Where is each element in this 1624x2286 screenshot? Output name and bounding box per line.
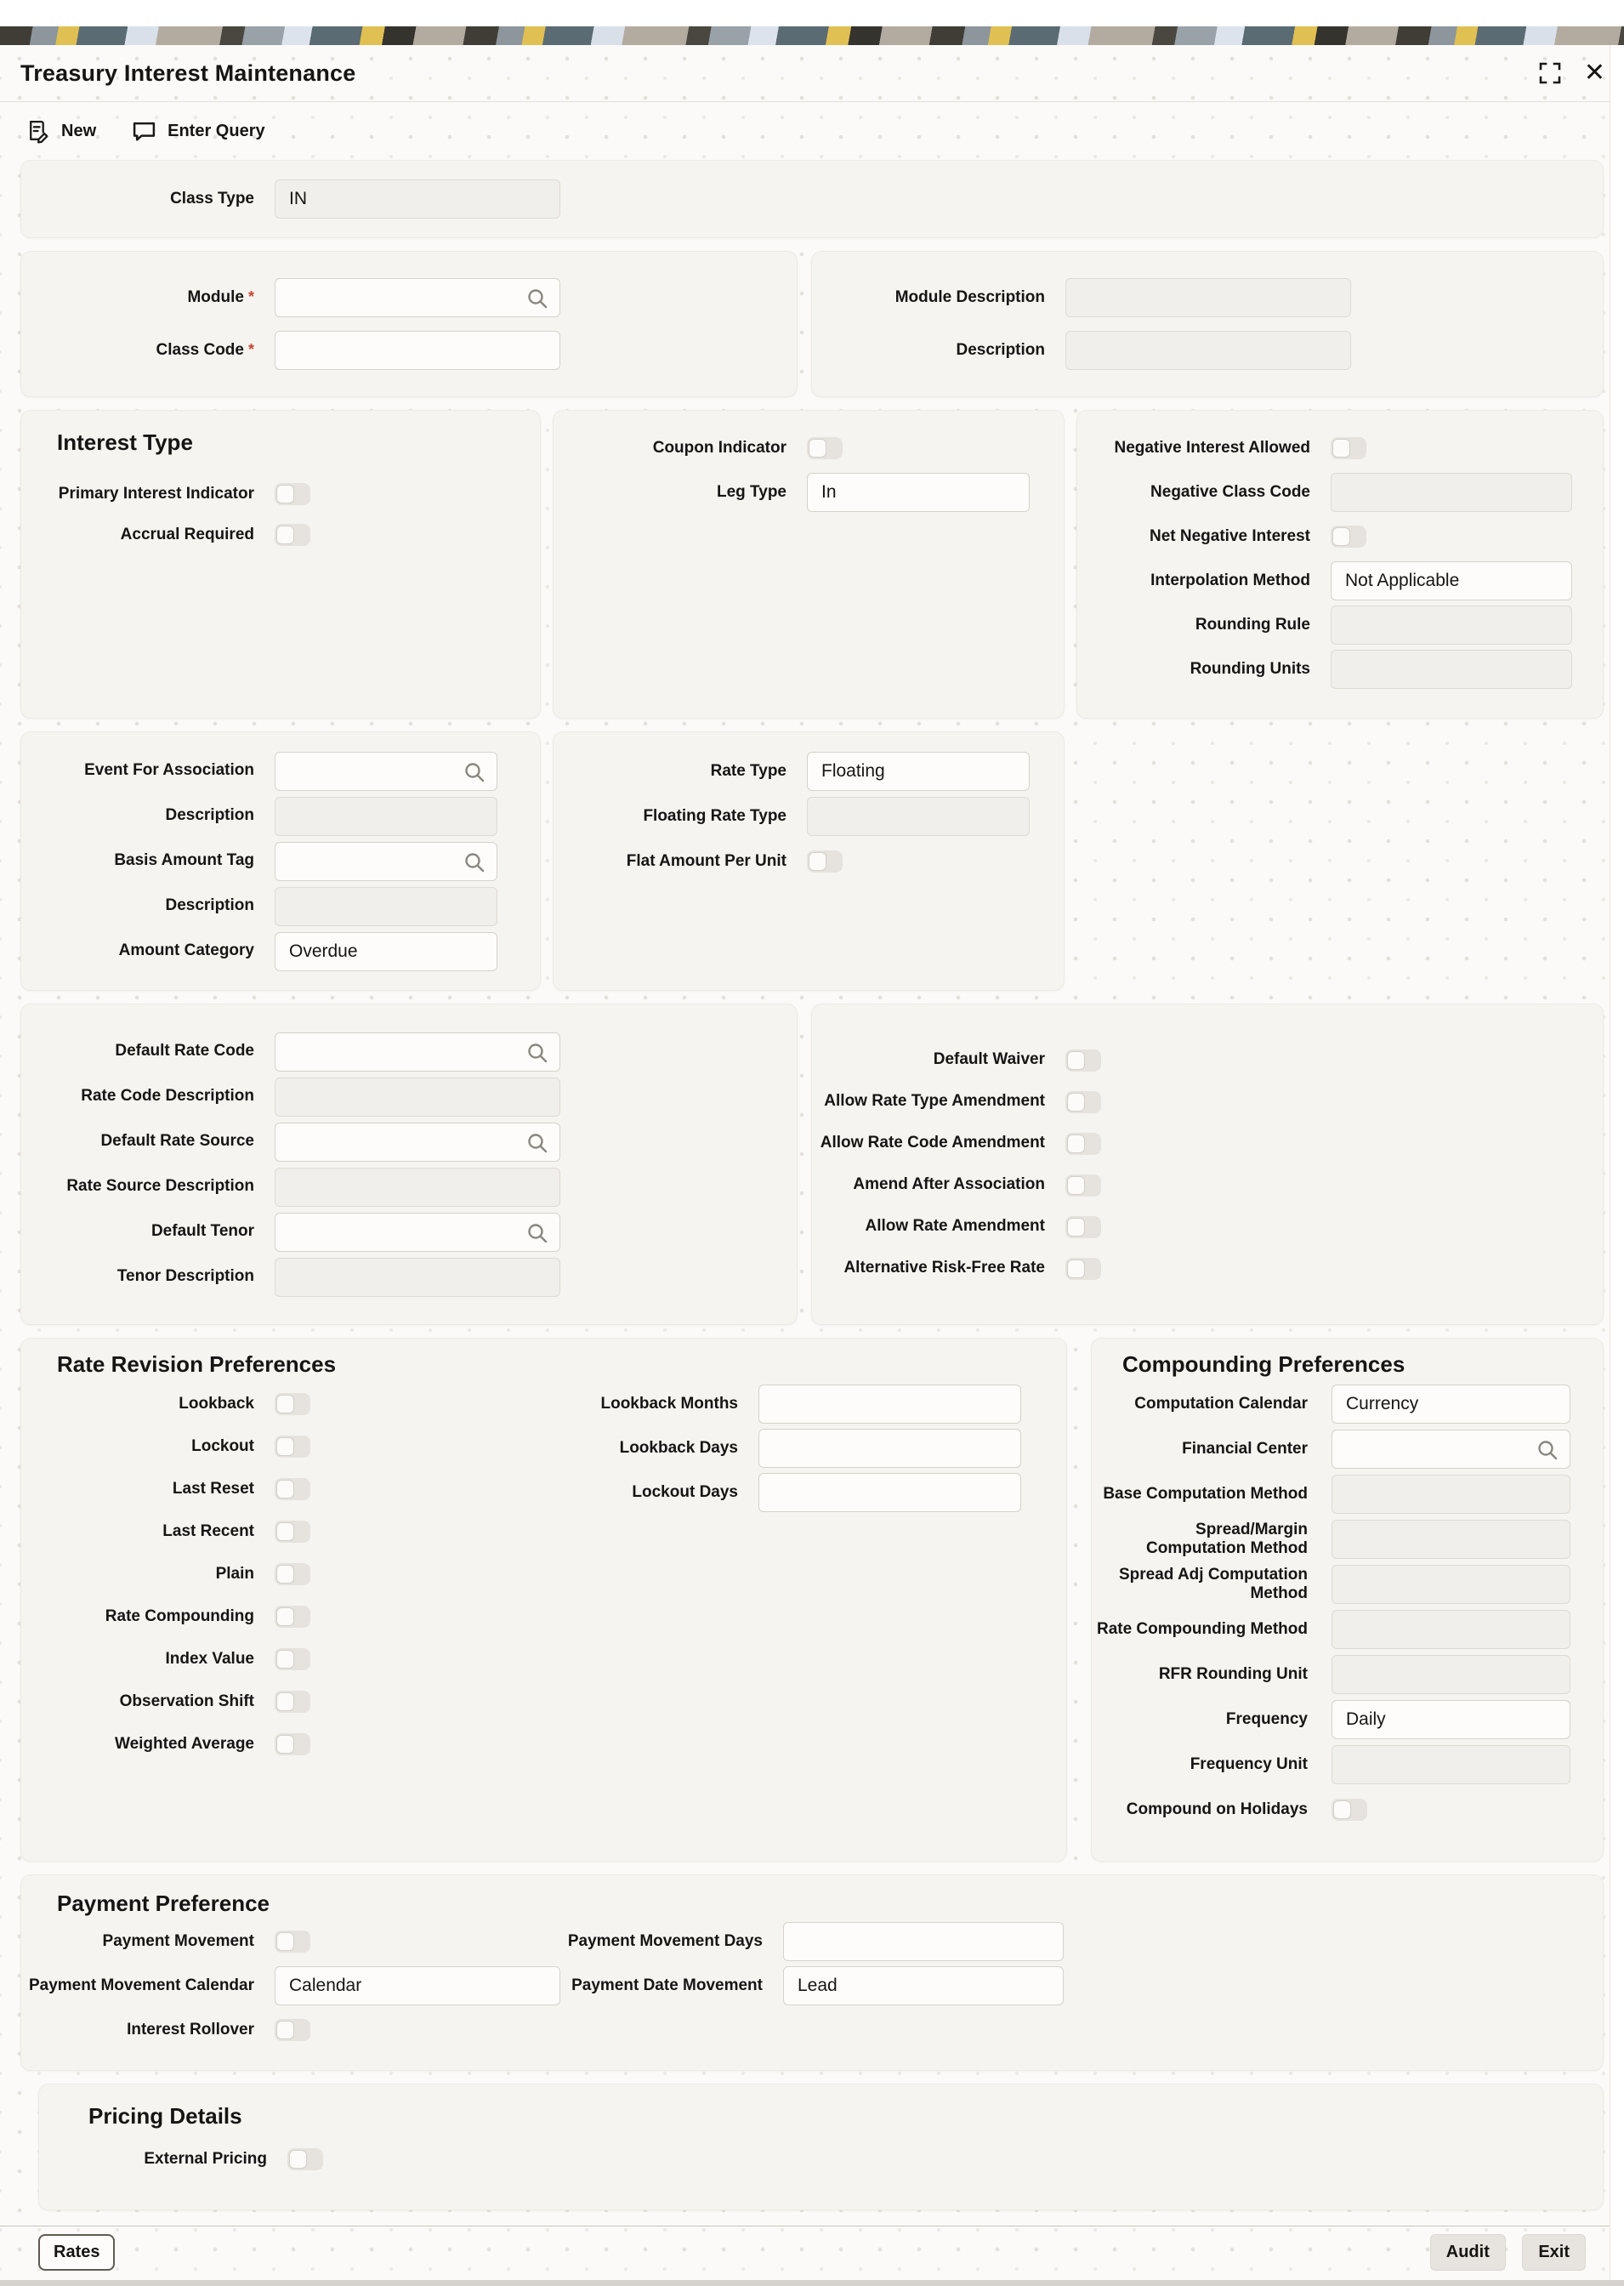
rate-revision-card [20,1338,1067,1862]
rfr-rounding-unit-input [1332,1655,1570,1694]
payment-movement-days-label: Payment Movement Days [567,1931,763,1950]
alternative-risk-free-rate-label: Alternative Risk-Free Rate [843,1259,1045,1277]
association-card [20,731,541,991]
basis-description-label: Description [165,896,254,915]
spread-adj-method-input [1332,1565,1570,1604]
payment-movement-calendar-input[interactable]: Calendar [275,1966,560,2005]
module-description-input [1065,278,1351,317]
amend-after-association-label: Amend After Association [853,1175,1045,1194]
accrual-required-label: Accrual Required [120,525,254,543]
event-description-input [275,797,497,836]
search-icon[interactable] [463,761,485,783]
base-computation-method-input [1332,1475,1570,1514]
rate-compounding-label: Rate Compounding [105,1606,254,1625]
pricing-details-title: Pricing Details [88,2103,242,2129]
decorative-banner [0,26,1624,45]
amount-category-input[interactable]: Overdue [275,932,497,971]
default-rate-code-input[interactable] [275,1032,560,1072]
payment-movement-calendar-label: Payment Movement Calendar [28,1976,254,1994]
enter-query-button[interactable]: Enter Query [132,119,264,144]
rate-compounding-toggle[interactable] [275,1606,310,1628]
rate-compounding-method-label: Rate Compounding Method [1096,1619,1308,1638]
allow-rate-amendment-label: Allow Rate Amendment [865,1217,1045,1236]
primary-interest-label: Primary Interest Indicator [58,484,254,503]
query-bubble-icon [132,119,156,144]
allow-rate-type-amendment-toggle[interactable] [1065,1091,1101,1113]
amendment-card [811,1004,1604,1325]
search-icon[interactable] [463,851,485,873]
payment-movement-toggle[interactable] [275,1931,310,1953]
default-tenor-label: Default Tenor [150,1222,254,1241]
basis-amount-tag-label: Basis Amount Tag [114,851,254,870]
search-icon[interactable] [526,287,548,310]
lookback-months-input[interactable] [758,1385,1021,1424]
index-value-toggle[interactable] [275,1648,310,1670]
rfr-rounding-unit-label: RFR Rounding Unit [1158,1664,1308,1683]
leg-type-input[interactable]: In [807,473,1030,512]
class-type-label: Class Type [170,189,254,208]
bottom-strip [0,2280,1624,2286]
allow-rate-type-amendment-label: Allow Rate Type Amendment [824,1092,1045,1111]
page-title: Treasury Interest Maintenance [20,60,356,86]
basis-amount-tag-input[interactable] [275,842,497,881]
compounding-card [1091,1338,1604,1862]
payment-date-movement-label: Payment Date Movement [571,1976,763,1994]
compound-on-holidays-label: Compound on Holidays [1126,1800,1308,1818]
search-icon[interactable] [526,1132,548,1154]
negative-class-code-input [1331,473,1572,512]
rounding-rule-input [1331,606,1572,645]
index-value-label: Index Value [165,1649,254,1668]
net-negative-interest-toggle[interactable] [1331,526,1366,548]
floating-rate-type-label: Floating Rate Type [643,806,786,825]
rounding-rule-label: Rounding Rule [1195,615,1310,634]
module-input[interactable] [275,278,560,317]
rate-type-label: Rate Type [710,761,786,780]
spread-margin-method-label: Spread/Margin Computation Method [1146,1520,1308,1557]
class-code-label: Class Code * [156,340,254,359]
module-description-label: Module Description [894,287,1045,306]
rate-type-card [553,731,1065,991]
lookback-days-input[interactable] [758,1429,1021,1468]
last-reset-label: Last Reset [172,1479,254,1498]
event-for-association-input[interactable] [275,752,497,791]
rounding-units-input [1331,650,1572,689]
negative-interest-card [1076,410,1604,719]
financial-center-input[interactable] [1332,1430,1570,1469]
amend-after-association-toggle[interactable] [1065,1174,1101,1197]
net-negative-interest-label: Net Negative Interest [1149,526,1310,545]
flat-amount-per-unit-label: Flat Amount Per Unit [626,851,786,870]
footer-bar [0,2226,1624,2278]
spread-margin-method-input [1332,1520,1570,1559]
lookback-toggle[interactable] [275,1393,310,1415]
last-recent-toggle[interactable] [275,1521,310,1543]
lockout-days-label: Lockout Days [632,1482,738,1501]
negative-class-code-label: Negative Class Code [1150,482,1310,501]
interpolation-method-input[interactable]: Not Applicable [1331,561,1572,600]
default-rate-source-input[interactable] [275,1123,560,1162]
payment-movement-label: Payment Movement [102,1931,254,1950]
action-toolbar [0,102,1624,160]
required-asterisk: * [247,287,254,305]
event-description-label: Description [165,806,254,825]
coupon-card [553,410,1065,719]
leg-type-label: Leg Type [717,482,786,501]
interpolation-method-label: Interpolation Method [1150,571,1310,589]
audit-button[interactable]: Audit [1430,2234,1506,2271]
default-tenor-input[interactable] [275,1213,560,1252]
negative-interest-allowed-toggle[interactable] [1331,437,1366,459]
weighted-average-toggle[interactable] [275,1733,310,1755]
default-rate-source-label: Default Rate Source [100,1132,254,1151]
lookback-months-label: Lookback Months [600,1394,738,1413]
tenor-description-input [275,1258,560,1297]
observation-shift-label: Observation Shift [119,1692,254,1710]
lockout-toggle[interactable] [275,1436,310,1458]
frequency-input[interactable]: Daily [1332,1700,1570,1739]
lookback-days-label: Lookback Days [619,1438,738,1457]
rate-type-input[interactable]: Floating [807,752,1030,791]
rate-code-description-input [275,1078,560,1117]
default-rate-code-label: Default Rate Code [115,1042,254,1061]
description-label: Description [956,340,1045,359]
search-icon[interactable] [1536,1439,1559,1461]
frequency-label: Frequency [1225,1709,1308,1728]
allow-rate-code-amendment-label: Allow Rate Code Amendment [820,1134,1045,1152]
default-waiver-toggle[interactable] [1065,1049,1101,1072]
default-waiver-label: Default Waiver [933,1050,1045,1069]
plain-label: Plain [215,1564,254,1583]
payment-movement-days-input[interactable] [783,1922,1064,1961]
floating-rate-type-input [807,797,1030,836]
basis-description-input [275,887,497,926]
required-asterisk: * [247,340,254,358]
window-top-margin [0,0,1624,26]
rate-compounding-method-input [1332,1610,1570,1649]
payment-preference-title: Payment Preference [57,1891,270,1916]
description-input [1065,331,1351,370]
new-button[interactable]: New [26,119,96,144]
description-card [811,251,1604,397]
class-code-input[interactable] [275,331,560,370]
interest-type-card [20,410,541,719]
amount-category-label: Amount Category [118,941,254,960]
rounding-units-label: Rounding Units [1190,659,1310,678]
scrollbar-track[interactable] [1610,45,1624,2280]
spread-adj-method-label: Spread Adj Computation Method [1118,1565,1308,1602]
last-recent-label: Last Recent [162,1521,254,1540]
title-bar [0,45,1624,102]
event-for-association-label: Event For Association [84,761,254,780]
frequency-unit-label: Frequency Unit [1190,1754,1308,1773]
payment-preference-card [20,1874,1604,2071]
close-icon[interactable]: ✕ [1583,59,1605,87]
module-label: Module * [187,287,254,306]
lockout-days-input[interactable] [758,1473,1021,1512]
flat-amount-per-unit-toggle[interactable] [807,850,843,873]
weighted-average-label: Weighted Average [114,1734,254,1753]
financial-center-label: Financial Center [1182,1439,1308,1458]
rate-source-description-input [275,1168,560,1207]
plain-toggle[interactable] [275,1563,310,1585]
tenor-description-label: Tenor Description [116,1267,254,1286]
search-icon[interactable] [526,1042,548,1064]
payment-date-movement-input[interactable]: Lead [783,1966,1064,2005]
frequency-unit-input [1332,1745,1570,1784]
compound-on-holidays-toggle[interactable] [1332,1799,1367,1821]
compounding-title: Compounding Preferences [1122,1351,1405,1377]
external-pricing-toggle[interactable] [287,2148,323,2170]
class-type-card [20,160,1604,238]
primary-interest-toggle[interactable] [275,483,310,505]
search-icon[interactable] [526,1222,548,1244]
lookback-fields-column [534,1385,1021,1764]
class-type-input[interactable]: IN [275,179,560,219]
rates-button[interactable]: Rates [38,2234,115,2271]
alternative-risk-free-rate-toggle[interactable] [1065,1258,1101,1280]
coupon-indicator-label: Coupon Indicator [652,438,786,457]
allow-rate-amendment-toggle[interactable] [1065,1216,1101,1238]
accrual-required-toggle[interactable] [275,524,310,546]
rate-source-description-label: Rate Source Description [66,1177,254,1196]
interest-rollover-label: Interest Rollover [127,2020,254,2039]
external-pricing-label: External Pricing [144,2149,267,2168]
base-computation-method-label: Base Computation Method [1103,1484,1308,1503]
new-document-icon [26,119,50,144]
rate-code-description-label: Rate Code Description [81,1087,254,1106]
lockout-label: Lockout [191,1436,254,1455]
default-rate-card [20,1004,798,1325]
observation-shift-toggle[interactable] [275,1691,310,1713]
computation-calendar-input[interactable]: Currency [1332,1385,1570,1424]
negative-interest-allowed-label: Negative Interest Allowed [1114,438,1310,457]
coupon-indicator-toggle[interactable] [807,437,843,459]
exit-button[interactable]: Exit [1522,2234,1586,2271]
module-card [20,251,798,397]
last-reset-toggle[interactable] [275,1478,310,1500]
interest-rollover-toggle[interactable] [275,2019,310,2041]
pricing-details-card [38,2084,1604,2210]
rate-revision-title: Rate Revision Preferences [57,1351,337,1377]
interest-type-title: Interest Type [57,429,193,455]
computation-calendar-label: Computation Calendar [1134,1394,1308,1413]
restore-icon[interactable] [1538,61,1562,85]
allow-rate-code-amendment-toggle[interactable] [1065,1133,1101,1155]
lookback-label: Lookback [179,1394,254,1413]
